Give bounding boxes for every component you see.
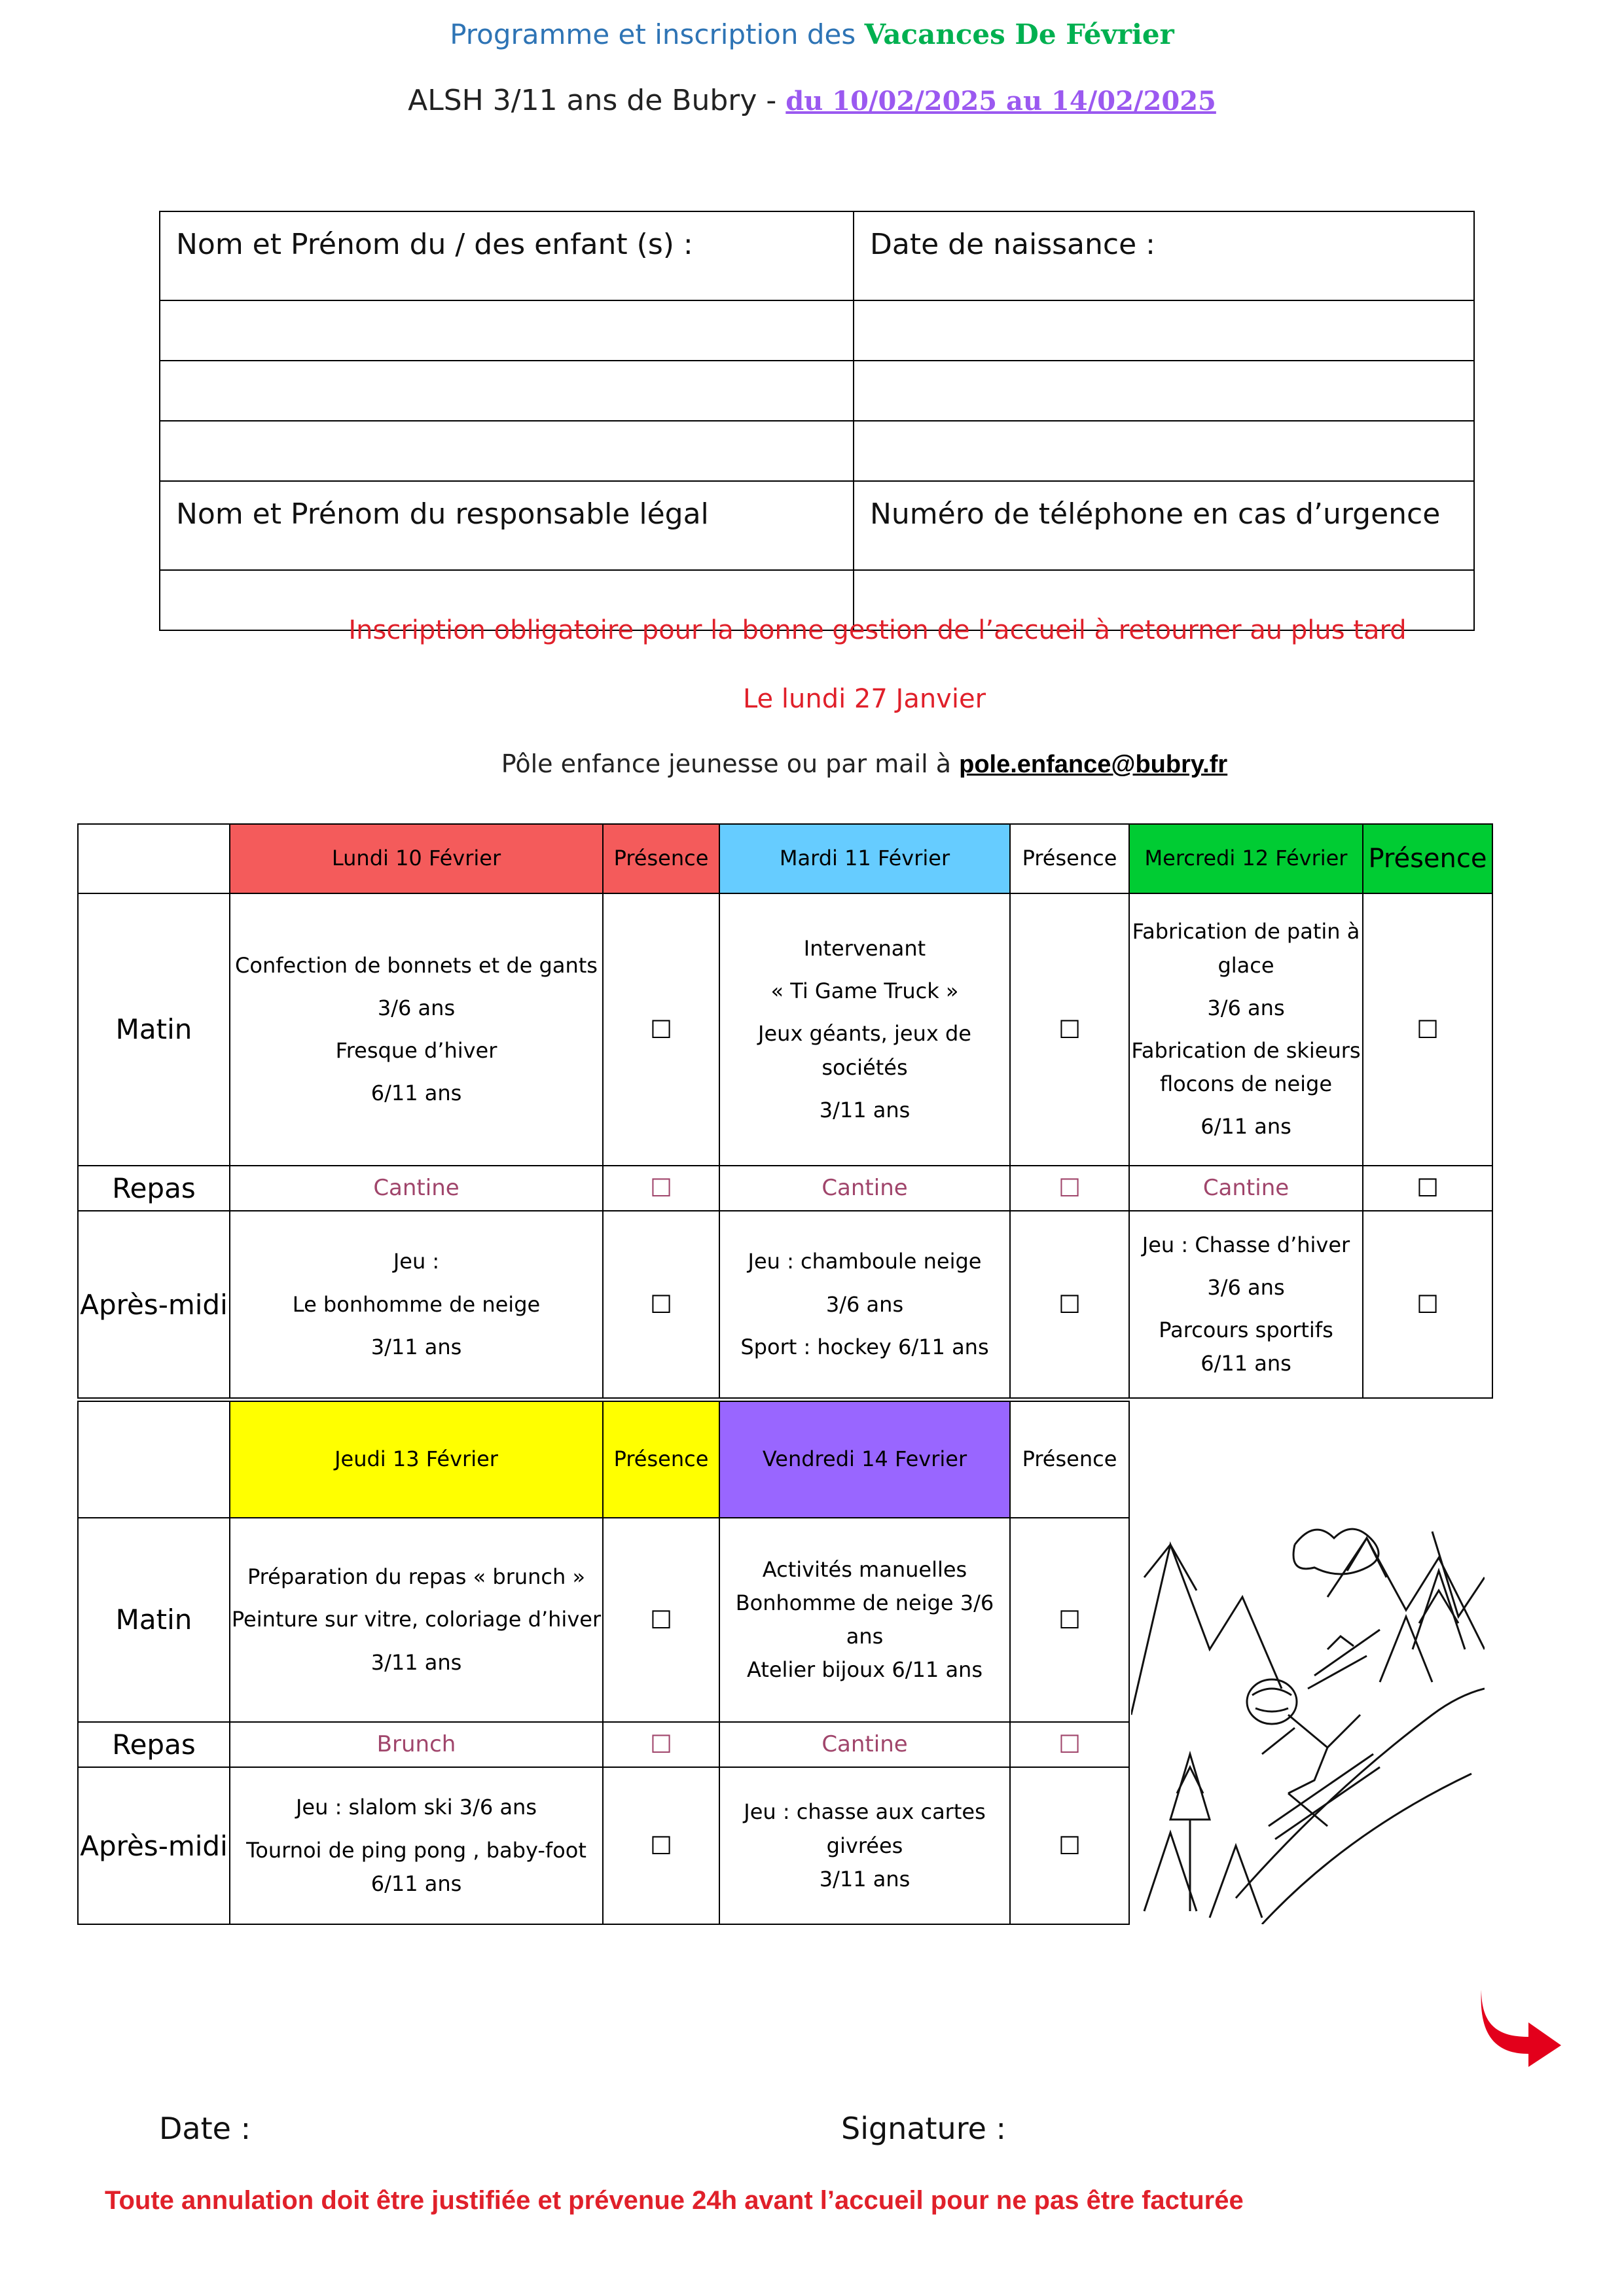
program-table-week2 <box>77 1401 1130 1925</box>
activity-line: 6/11 ans <box>1200 1114 1291 1139</box>
activity-line: 3/11 ans <box>370 1649 462 1675</box>
activity-line: 6/11 ans <box>1200 1351 1291 1376</box>
checkbox[interactable]: ☐ <box>603 1722 719 1767</box>
activity-line: Fresque d’hiver <box>335 1038 497 1063</box>
activity-cell <box>719 893 1010 1166</box>
child-name-field-1[interactable] <box>160 300 854 361</box>
activity-line: Jeu : Chasse d’hiver <box>1142 1232 1350 1257</box>
child-name-field-2[interactable] <box>160 361 854 421</box>
row-label-repas: Repas <box>78 1722 230 1767</box>
activity-line: Préparation du repas « brunch » <box>247 1564 586 1590</box>
activity-line: Activités manuelles <box>762 1556 967 1582</box>
deadline-notice: Inscription obligatoire pour la bonne gestion de l’accueil à retourner au plus tard <box>348 615 1407 645</box>
checkbox[interactable]: ☐ <box>603 893 719 1166</box>
birth-date-field-3[interactable] <box>854 421 1474 481</box>
guardian-label: Nom et Prénom du responsable légal <box>160 481 854 570</box>
activity-line: 3/11 ans <box>370 1334 462 1359</box>
presence-header: Présence <box>603 824 719 893</box>
day-header-mardi: Mardi 11 Février <box>719 824 1010 893</box>
checkbox[interactable]: ☐ <box>1010 893 1129 1166</box>
presence-header: Présence <box>1363 824 1492 893</box>
checkbox[interactable]: ☐ <box>603 1518 719 1722</box>
checkbox[interactable]: ☐ <box>1363 1211 1492 1398</box>
activity-line: Jeu : slalom ski 3/6 ans <box>295 1795 537 1820</box>
contact-line <box>52 749 1624 779</box>
birth-date-field-2[interactable] <box>854 361 1474 421</box>
turn-right-arrow-svg <box>1476 1983 1568 2068</box>
activity-cell <box>230 893 603 1166</box>
activity-line: Atelier bijoux 6/11 ans <box>746 1657 983 1683</box>
identity-form-table <box>159 211 1475 631</box>
meal-cell: Cantine <box>230 1166 603 1211</box>
skier-illustration <box>1131 1518 1485 1924</box>
activity-line: Fabrication de patin à glace <box>1132 919 1360 978</box>
activity-line: 3/6 ans <box>825 1291 904 1317</box>
activity-line: 3/6 ans <box>377 995 456 1020</box>
activity-line: « Ti Game Truck » <box>770 978 959 1004</box>
activity-cell <box>1129 893 1363 1166</box>
birth-date-label: Date de naissance : <box>854 211 1474 300</box>
day-header-vendredi: Vendredi 14 Fevrier <box>719 1401 1010 1518</box>
activity-cell <box>230 1767 603 1924</box>
contact-text: Pôle enfance jeunesse ou par mail à <box>501 749 960 778</box>
activity-line: Jeu : <box>393 1249 440 1274</box>
activity-line: Confection de bonnets et de gants <box>235 952 598 978</box>
activity-line: 3/6 ans <box>1207 1275 1285 1300</box>
presence-header: Présence <box>1010 824 1129 893</box>
title-vacation-name: Vacances De Février <box>864 18 1174 50</box>
activity-cell <box>719 1767 1010 1924</box>
activity-cell <box>719 1211 1010 1398</box>
activity-line: 6/11 ans <box>370 1871 462 1896</box>
corner-cell <box>78 1401 230 1518</box>
checkbox[interactable]: ☐ <box>1010 1767 1129 1924</box>
title-part1: Programme et inscription des <box>450 18 865 50</box>
contact-email-link[interactable]: pole.enfance@bubry.fr <box>959 751 1228 778</box>
date-label: Date : <box>159 2111 251 2146</box>
turn-right-arrow-icon <box>1476 1983 1568 2071</box>
deadline-date: Le lundi 27 Janvier <box>742 684 986 714</box>
meal-cell: Cantine <box>1129 1166 1363 1211</box>
cancellation-note: Toute annulation doit être justifiée et prévenue 24h avant l’accueil pour ne pas être facturée <box>105 2186 1244 2215</box>
phone-label: Numéro de téléphone en cas d’urgence <box>854 481 1474 570</box>
checkbox[interactable]: ☐ <box>1010 1166 1129 1211</box>
checkbox[interactable]: ☐ <box>1010 1722 1129 1767</box>
activity-line: Le bonhomme de neige <box>292 1291 541 1317</box>
activity-line: Jeux géants, jeux de sociétés <box>758 1021 971 1080</box>
activity-cell <box>1129 1211 1363 1398</box>
checkbox[interactable]: ☐ <box>603 1767 719 1924</box>
row-label-matin: Matin <box>78 893 230 1166</box>
activity-line: 3/11 ans <box>819 1097 911 1122</box>
activity-line: Bonhomme de neige 3/6 ans <box>735 1590 994 1649</box>
activity-line: 3/6 ans <box>1207 995 1285 1020</box>
birth-date-field-1[interactable] <box>854 300 1474 361</box>
day-header-jeudi: Jeudi 13 Février <box>230 1401 603 1518</box>
checkbox[interactable]: ☐ <box>1363 1166 1492 1211</box>
activity-cell <box>230 1211 603 1398</box>
checkbox[interactable]: ☐ <box>1010 1518 1129 1722</box>
subtitle-dates: du 10/02/2025 au 14/02/2025 <box>785 86 1216 117</box>
subtitle-part1: ALSH 3/11 ans de Bubry - <box>408 84 786 117</box>
activity-line: Intervenant <box>803 936 926 961</box>
checkbox[interactable]: ☐ <box>1363 893 1492 1166</box>
corner-cell <box>78 824 230 893</box>
child-name-label: Nom et Prénom du / des enfant (s) : <box>160 211 854 300</box>
activity-line: Jeu : chasse aux cartes givrées <box>744 1799 986 1858</box>
row-label-matin: Matin <box>78 1518 230 1722</box>
day-header-mercredi: Mercredi 12 Février <box>1129 824 1363 893</box>
activity-line: Peinture sur vitre, coloriage d’hiver <box>231 1607 602 1632</box>
presence-header: Présence <box>1010 1401 1129 1518</box>
activity-line: Sport : hockey 6/11 ans <box>740 1334 989 1359</box>
signature-label: Signature : <box>841 2111 1007 2146</box>
activity-line: Jeu : chamboule neige <box>748 1249 982 1274</box>
activity-line: 6/11 ans <box>370 1081 462 1106</box>
day-header-lundi: Lundi 10 Février <box>230 824 603 893</box>
activity-line: Fabrication de skieurs flocons de neige <box>1131 1038 1361 1097</box>
child-name-field-3[interactable] <box>160 421 854 481</box>
meal-cell: Brunch <box>230 1722 603 1767</box>
activity-cell <box>230 1518 603 1722</box>
row-label-repas: Repas <box>78 1166 230 1211</box>
checkbox[interactable]: ☐ <box>603 1166 719 1211</box>
presence-header: Présence <box>603 1401 719 1518</box>
activity-line: 3/11 ans <box>819 1866 911 1892</box>
page-subtitle <box>0 84 1624 117</box>
program-table-week1 <box>77 823 1493 1399</box>
row-label-apres-midi: Après-midi <box>78 1211 230 1398</box>
skier-illustration-svg <box>1131 1518 1485 1924</box>
row-label-apres-midi: Après-midi <box>78 1767 230 1924</box>
activity-line: Tournoi de ping pong , baby-foot <box>246 1837 586 1863</box>
activity-line: Parcours sportifs <box>1159 1318 1333 1343</box>
activity-cell <box>719 1518 1010 1722</box>
meal-cell: Cantine <box>719 1722 1010 1767</box>
meal-cell: Cantine <box>719 1166 1010 1211</box>
page-title <box>0 18 1624 50</box>
checkbox[interactable]: ☐ <box>1010 1211 1129 1398</box>
checkbox[interactable]: ☐ <box>603 1211 719 1398</box>
